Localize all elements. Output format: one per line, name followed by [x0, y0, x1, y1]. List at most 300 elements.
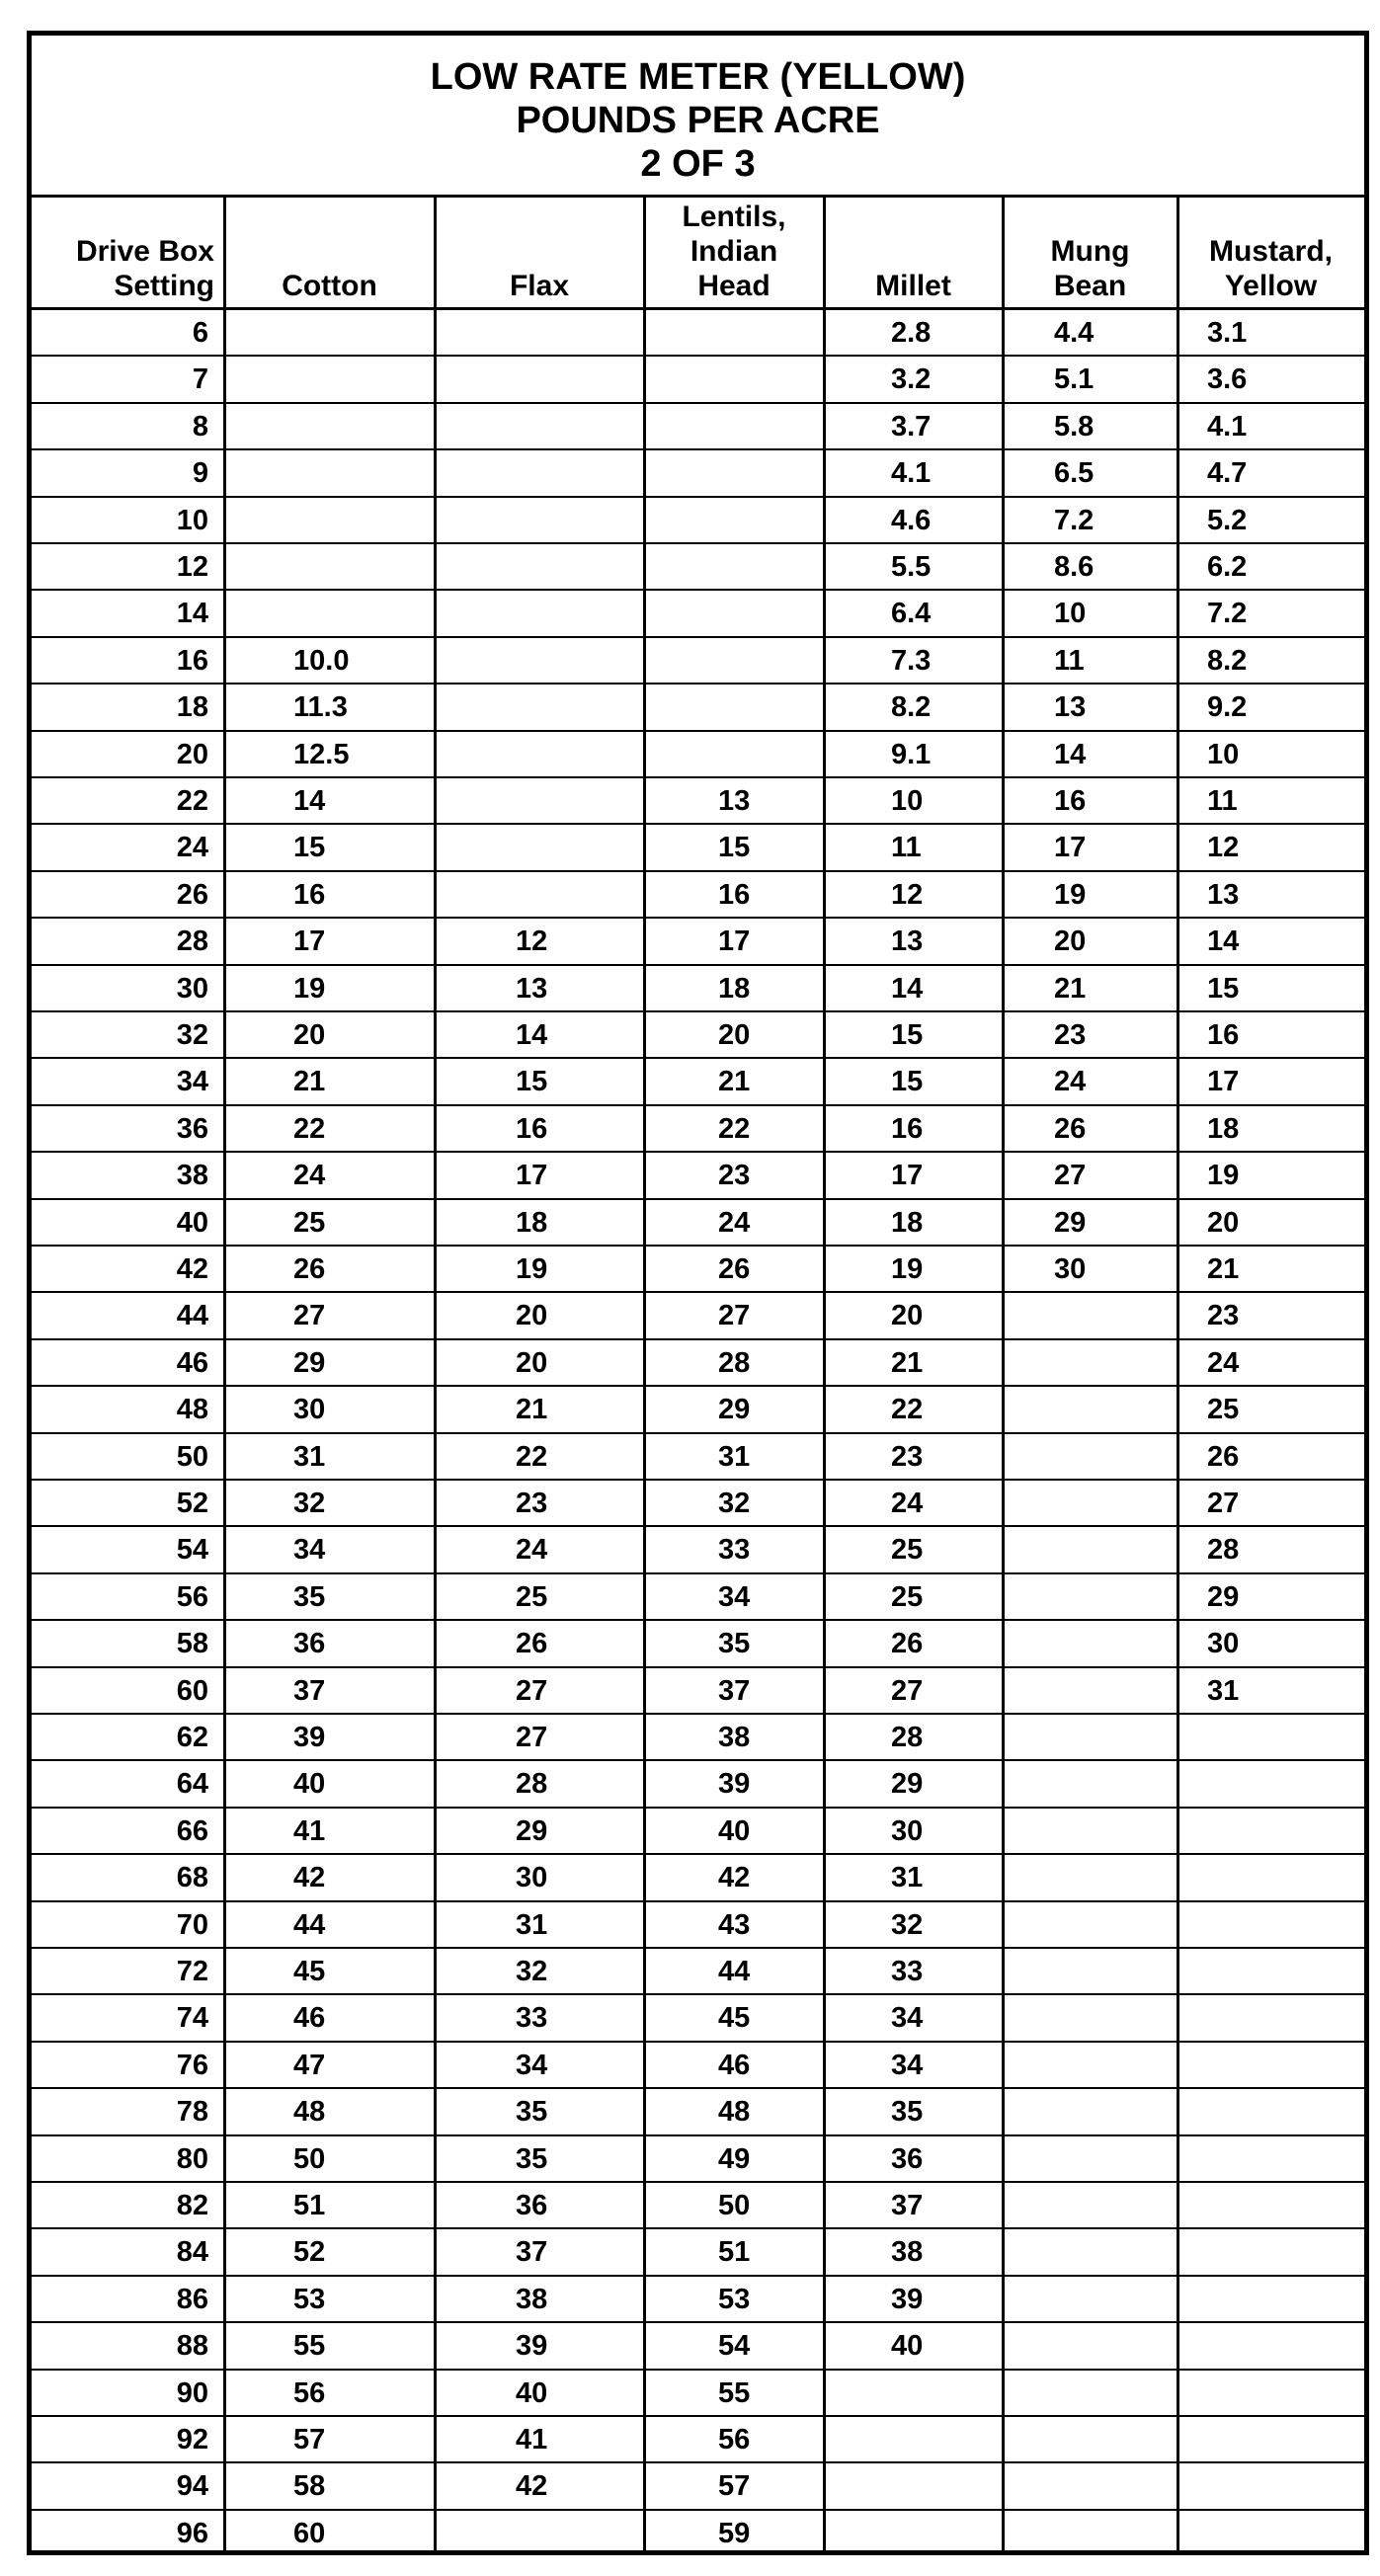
cell-flax: 33: [516, 2002, 548, 2035]
column-header-line: Lentils,: [682, 201, 786, 233]
cell-flax: 28: [516, 1768, 548, 1801]
cell-flax: 31: [516, 1908, 548, 1941]
cell-lentils: [718, 404, 824, 448]
cell-millet: 29: [891, 1768, 924, 1801]
cell-setting: 86: [176, 2283, 208, 2315]
table-row: [32, 1668, 1364, 1715]
cell-mustard: 30: [1207, 1628, 1240, 1660]
cell-cotton: 50: [293, 2142, 326, 2175]
cell-cotton: 15: [293, 832, 326, 864]
cell-flax: [516, 498, 644, 542]
cell-mung: [1054, 1434, 1177, 1479]
table-row: [32, 1434, 1364, 1481]
cell-lentils: 55: [718, 2376, 751, 2409]
cell-cotton: 56: [293, 2376, 326, 2409]
cell-millet: 33: [891, 1956, 924, 1987]
cell-setting: 32: [176, 1019, 208, 1051]
cell-cotton: 36: [293, 1628, 326, 1660]
cell-millet: [891, 2511, 1003, 2557]
cell-lentils: 16: [718, 878, 751, 911]
cell-setting: 7: [192, 363, 208, 396]
cell-lentils: 43: [718, 1908, 751, 1941]
cell-mustard: [1207, 1715, 1364, 1759]
cell-mustard: 5.2: [1207, 504, 1248, 536]
cell-millet: 15: [891, 1019, 924, 1051]
cell-setting: 94: [176, 2470, 208, 2503]
cell-cotton: 47: [293, 2049, 326, 2081]
cell-mung: 29: [1054, 1206, 1087, 1239]
table-row: [32, 498, 1364, 544]
cell-setting: 68: [176, 1862, 208, 1894]
table-row: [32, 1761, 1364, 1808]
cell-cotton: 16: [293, 878, 326, 911]
cell-mung: 5.1: [1054, 363, 1095, 396]
cell-mung: 19: [1054, 878, 1087, 911]
cell-mustard: 31: [1207, 1674, 1240, 1707]
cell-flax: 24: [516, 1534, 548, 1567]
cell-lentils: 17: [718, 926, 751, 958]
cell-mustard: [1207, 1855, 1364, 1899]
cell-setting: 96: [176, 2517, 208, 2549]
cell-setting: 42: [176, 1253, 208, 1285]
cell-mustard: 20: [1207, 1206, 1240, 1239]
cell-flax: [516, 310, 644, 355]
cell-millet: 30: [891, 1814, 924, 1847]
cell-mung: 11: [1054, 644, 1085, 677]
cell-setting: 80: [176, 2142, 208, 2175]
cell-setting: 92: [176, 2424, 208, 2455]
cell-setting: 52: [176, 1488, 208, 1519]
cell-mung: [1054, 2277, 1177, 2321]
cell-cotton: [293, 357, 435, 401]
column-header-mung: [1003, 198, 1177, 307]
table-row: [32, 1293, 1364, 1339]
cell-mung: [1054, 1293, 1177, 1337]
cell-flax: [516, 872, 644, 917]
cell-millet: 18: [891, 1206, 924, 1239]
cell-setting: 24: [176, 832, 208, 864]
cell-mung: [1054, 1809, 1177, 1853]
cell-mung: [1054, 1995, 1177, 2040]
cell-mustard: [1207, 2229, 1364, 2274]
cell-mustard: 4.7: [1207, 457, 1248, 490]
cell-mustard: 13: [1207, 878, 1240, 911]
cell-mung: [1054, 2089, 1177, 2133]
cell-mung: [1054, 1668, 1177, 1713]
cell-setting: 14: [176, 598, 208, 630]
cell-millet: 19: [891, 1253, 924, 1285]
cell-flax: 25: [516, 1580, 548, 1613]
cell-flax: [516, 404, 644, 448]
cell-millet: 27: [891, 1674, 924, 1707]
cell-setting: 12: [176, 551, 208, 583]
cell-lentils: 56: [718, 2424, 751, 2455]
cell-lentils: 18: [718, 972, 751, 1005]
cell-mustard: 6.2: [1207, 551, 1248, 583]
cell-cotton: [293, 404, 435, 448]
cell-lentils: 40: [718, 1814, 751, 1847]
cell-millet: 4.6: [891, 504, 932, 536]
table-row: [32, 1153, 1364, 1199]
cell-lentils: 38: [718, 1722, 751, 1753]
cell-cotton: 27: [293, 1300, 326, 1332]
cell-lentils: 54: [718, 2330, 751, 2363]
cell-millet: 22: [891, 1394, 924, 1426]
table-row: [32, 919, 1364, 965]
cell-millet: 15: [891, 1066, 924, 1098]
cell-lentils: 22: [718, 1112, 751, 1145]
cell-mustard: 25: [1207, 1394, 1240, 1426]
cell-lentils: 50: [718, 2190, 751, 2221]
table-row: [32, 2229, 1364, 2276]
cell-cotton: [293, 450, 435, 495]
table-row: [32, 825, 1364, 871]
cell-lentils: 15: [718, 832, 751, 864]
column-header-line: Yellow: [1224, 270, 1318, 302]
cell-setting: 10: [176, 504, 208, 536]
cell-cotton: 55: [293, 2330, 326, 2363]
cell-lentils: 48: [718, 2096, 751, 2129]
cell-cotton: [293, 498, 435, 542]
cell-cotton: 52: [293, 2236, 326, 2269]
cell-flax: 35: [516, 2142, 548, 2175]
table-row: [32, 2511, 1364, 2557]
table-row: [32, 544, 1364, 591]
table-row: [32, 1902, 1364, 1949]
column-divider: [1177, 198, 1179, 2550]
cell-flax: 41: [516, 2424, 548, 2455]
cell-cotton: 29: [293, 1346, 326, 1379]
title-line-1: LOW RATE METER (YELLOW): [430, 56, 966, 98]
cell-mung: [1054, 2371, 1177, 2415]
cell-cotton: 40: [293, 1768, 326, 1801]
cell-mustard: 23: [1207, 1300, 1240, 1332]
cell-lentils: 31: [718, 1440, 751, 1473]
cell-lentils: 59: [718, 2517, 751, 2549]
cell-millet: 28: [891, 1722, 924, 1753]
cell-flax: 26: [516, 1628, 548, 1660]
table-row: [32, 2183, 1364, 2229]
title-line-2: POUNDS PER ACRE: [516, 100, 880, 141]
cell-mung: 17: [1054, 832, 1087, 864]
cell-setting: 72: [176, 1956, 208, 1987]
cell-setting: 28: [176, 926, 208, 958]
cell-flax: 38: [516, 2283, 548, 2315]
title-line-3: 2 OF 3: [640, 143, 756, 185]
cell-mustard: 26: [1207, 1440, 1240, 1473]
cell-lentils: [718, 544, 824, 589]
cell-mung: [1054, 1574, 1177, 1619]
cell-mung: [1054, 2043, 1177, 2087]
table-row: [32, 591, 1364, 637]
table-row: [32, 1387, 1364, 1433]
cell-lentils: 29: [718, 1394, 751, 1426]
cell-flax: 12: [516, 926, 548, 958]
cell-cotton: [293, 310, 435, 355]
cell-millet: [891, 2417, 1003, 2461]
cell-flax: 32: [516, 1956, 548, 1987]
table-row: [32, 1715, 1364, 1761]
cell-mung: 6.5: [1054, 457, 1095, 490]
cell-mung: [1054, 1527, 1177, 1571]
cell-millet: 38: [891, 2236, 924, 2269]
cell-mung: 20: [1054, 926, 1087, 958]
column-header-lentils: [644, 198, 824, 307]
cell-mustard: 15: [1207, 972, 1240, 1005]
column-header-line: Drive Box: [75, 235, 214, 268]
cell-setting: 54: [176, 1534, 208, 1567]
cell-cotton: 30: [293, 1394, 326, 1426]
cell-cotton: 24: [293, 1160, 326, 1192]
cell-mustard: 7.2: [1207, 598, 1248, 630]
cell-mustard: 4.1: [1207, 410, 1248, 443]
cell-setting: 48: [176, 1394, 208, 1426]
cell-millet: 21: [891, 1346, 924, 1379]
cell-flax: [516, 732, 644, 776]
table-row: [32, 2043, 1364, 2089]
cell-mustard: [1207, 2323, 1364, 2368]
cell-lentils: 39: [718, 1768, 751, 1801]
cell-millet: 40: [891, 2330, 924, 2363]
cell-millet: 16: [891, 1112, 924, 1145]
cell-cotton: 17: [293, 926, 326, 958]
cell-lentils: 13: [718, 785, 751, 817]
column-header-flax: [435, 198, 644, 307]
cell-mustard: 21: [1207, 1253, 1240, 1285]
cell-mustard: 8.2: [1207, 644, 1248, 677]
cell-mung: [1054, 1855, 1177, 1899]
table-row: [32, 1949, 1364, 1995]
cell-lentils: [718, 310, 824, 355]
table-row: [32, 1574, 1364, 1621]
cell-millet: 31: [891, 1862, 924, 1894]
cell-flax: 27: [516, 1722, 548, 1753]
cell-mung: 14: [1054, 738, 1087, 770]
cell-mustard: [1207, 1809, 1364, 1853]
cell-setting: 84: [176, 2236, 208, 2269]
cell-lentils: [718, 591, 824, 635]
table-row: [32, 2323, 1364, 2370]
cell-mustard: 12: [1207, 832, 1240, 864]
cell-lentils: 53: [718, 2283, 751, 2315]
cell-millet: 36: [891, 2142, 924, 2175]
cell-lentils: [718, 498, 824, 542]
table-row: [32, 357, 1364, 403]
cell-mung: 27: [1054, 1160, 1087, 1192]
cell-millet: 34: [891, 2049, 924, 2081]
cell-cotton: 11.3: [293, 691, 348, 724]
cell-lentils: [718, 638, 824, 683]
cell-mustard: [1207, 2183, 1364, 2227]
cell-mung: 4.4: [1054, 317, 1095, 349]
cell-setting: 58: [176, 1628, 208, 1660]
cell-setting: 16: [176, 644, 208, 677]
cell-mung: 7.2: [1054, 504, 1095, 536]
column-header-mustard: [1177, 198, 1364, 307]
cell-lentils: 46: [718, 2049, 751, 2081]
cell-mung: [1054, 1387, 1177, 1431]
cell-lentils: 45: [718, 2002, 751, 2035]
cell-cotton: 60: [293, 2517, 326, 2549]
table-row: [32, 1855, 1364, 1901]
cell-flax: 40: [516, 2376, 548, 2409]
table-row: [32, 1012, 1364, 1059]
cell-setting: 38: [176, 1160, 208, 1192]
column-header-cotton: [224, 198, 435, 307]
cell-flax: 29: [516, 1814, 548, 1847]
table-row: [32, 310, 1364, 357]
cell-flax: 20: [516, 1346, 548, 1379]
cell-millet: [891, 2371, 1003, 2415]
cell-flax: 34: [516, 2049, 548, 2081]
cell-mustard: 28: [1207, 1534, 1240, 1567]
cell-millet: 37: [891, 2190, 924, 2221]
table-row: [32, 2136, 1364, 2183]
cell-mustard: [1207, 2277, 1364, 2321]
table-row: [32, 1995, 1364, 2042]
cell-setting: 34: [176, 1066, 208, 1098]
cell-setting: 56: [176, 1580, 208, 1613]
cell-cotton: 53: [293, 2283, 326, 2315]
cell-millet: 35: [891, 2096, 924, 2129]
cell-cotton: 32: [293, 1488, 326, 1519]
cell-mustard: 9.2: [1207, 691, 1248, 724]
cell-flax: [516, 778, 644, 823]
table-row: [32, 1481, 1364, 1527]
cell-lentils: 32: [718, 1488, 751, 1519]
column-header-line: Setting: [114, 270, 214, 302]
cell-lentils: 34: [718, 1580, 751, 1613]
cell-setting: 66: [176, 1814, 208, 1847]
cell-setting: 44: [176, 1300, 208, 1332]
table-row: [32, 966, 1364, 1012]
cell-flax: 35: [516, 2096, 548, 2129]
cell-millet: 11: [891, 832, 922, 864]
cell-mung: [1054, 1761, 1177, 1806]
cell-cotton: 41: [293, 1814, 326, 1847]
cell-mung: [1054, 2323, 1177, 2368]
cell-flax: 21: [516, 1394, 548, 1426]
cell-millet: 23: [891, 1440, 924, 1473]
cell-flax: [516, 544, 644, 589]
cell-setting: 22: [176, 785, 208, 817]
cell-mustard: [1207, 2136, 1364, 2181]
cell-cotton: 58: [293, 2470, 326, 2503]
cell-mustard: [1207, 2371, 1364, 2415]
cell-mung: 13: [1054, 691, 1087, 724]
cell-millet: 10: [891, 785, 924, 817]
cell-setting: 40: [176, 1206, 208, 1239]
cell-flax: [516, 684, 644, 729]
cell-flax: 30: [516, 1862, 548, 1894]
cell-setting: 90: [176, 2376, 208, 2409]
cell-millet: 6.4: [891, 598, 932, 630]
cell-cotton: 46: [293, 2002, 326, 2035]
cell-lentils: 44: [718, 1956, 751, 1987]
cell-mung: [1054, 1621, 1177, 1665]
cell-lentils: [718, 357, 824, 401]
cell-mung: 23: [1054, 1019, 1087, 1051]
cell-millet: 12: [891, 878, 924, 911]
cell-flax: [516, 357, 644, 401]
cell-cotton: 20: [293, 1019, 326, 1051]
cell-mung: [1054, 1340, 1177, 1385]
cell-lentils: 35: [718, 1628, 751, 1660]
cell-mustard: [1207, 2463, 1364, 2508]
cell-mustard: 16: [1207, 1019, 1240, 1051]
cell-lentils: 26: [718, 1253, 751, 1285]
cell-setting: 9: [192, 457, 208, 490]
column-header-line: Mung: [1050, 235, 1130, 268]
cell-millet: 5.5: [891, 551, 932, 583]
cell-lentils: 21: [718, 1066, 751, 1098]
cell-flax: 27: [516, 1674, 548, 1707]
cell-millet: 24: [891, 1488, 924, 1519]
cell-millet: 7.3: [891, 644, 932, 677]
cell-lentils: 24: [718, 1206, 751, 1239]
cell-lentils: [718, 450, 824, 495]
cell-mustard: 11: [1207, 785, 1238, 817]
cell-millet: 3.7: [891, 410, 932, 443]
cell-mung: 24: [1054, 1066, 1087, 1098]
cell-mung: [1054, 1481, 1177, 1525]
column-header-line: Flax: [509, 270, 570, 302]
cell-mustard: [1207, 2043, 1364, 2087]
cell-mung: [1054, 1902, 1177, 1947]
table-row: [32, 2277, 1364, 2323]
cell-mung: 30: [1054, 1253, 1087, 1285]
cell-setting: 8: [192, 410, 208, 443]
cell-setting: 76: [176, 2049, 208, 2081]
cell-setting: 78: [176, 2096, 208, 2129]
cell-cotton: [293, 544, 435, 589]
cell-cotton: 44: [293, 1908, 326, 1941]
table-row: [32, 872, 1364, 919]
cell-setting: 60: [176, 1674, 208, 1707]
cell-setting: 46: [176, 1346, 208, 1379]
cell-lentils: 20: [718, 1019, 751, 1051]
cell-setting: 20: [176, 738, 208, 770]
cell-flax: 42: [516, 2470, 548, 2503]
column-header-line: Cotton: [282, 270, 377, 302]
cell-mustard: 18: [1207, 1112, 1240, 1145]
cell-lentils: 27: [718, 1300, 751, 1332]
cell-setting: 74: [176, 2002, 208, 2035]
cell-millet: [891, 2463, 1003, 2508]
cell-cotton: 45: [293, 1956, 326, 1987]
cell-setting: 6: [192, 317, 208, 349]
cell-millet: 25: [891, 1580, 924, 1613]
cell-mustard: [1207, 2511, 1364, 2557]
cell-cotton: 35: [293, 1580, 326, 1613]
column-header-line: Millet: [875, 270, 951, 302]
cell-flax: 17: [516, 1160, 548, 1192]
table-row: [32, 1340, 1364, 1387]
cell-lentils: 42: [718, 1862, 751, 1894]
cell-millet: 25: [891, 1534, 924, 1567]
table-row: [32, 2417, 1364, 2463]
cell-flax: [516, 638, 644, 683]
table-row: [32, 1200, 1364, 1247]
table-row: [32, 2371, 1364, 2417]
cell-flax: 20: [516, 1300, 548, 1332]
cell-mustard: 24: [1207, 1346, 1240, 1379]
cell-cotton: 25: [293, 1206, 326, 1239]
cell-cotton: 14: [293, 785, 326, 817]
column-divider: [223, 198, 226, 2550]
cell-millet: 4.1: [891, 457, 932, 490]
table-row: [32, 1527, 1364, 1573]
